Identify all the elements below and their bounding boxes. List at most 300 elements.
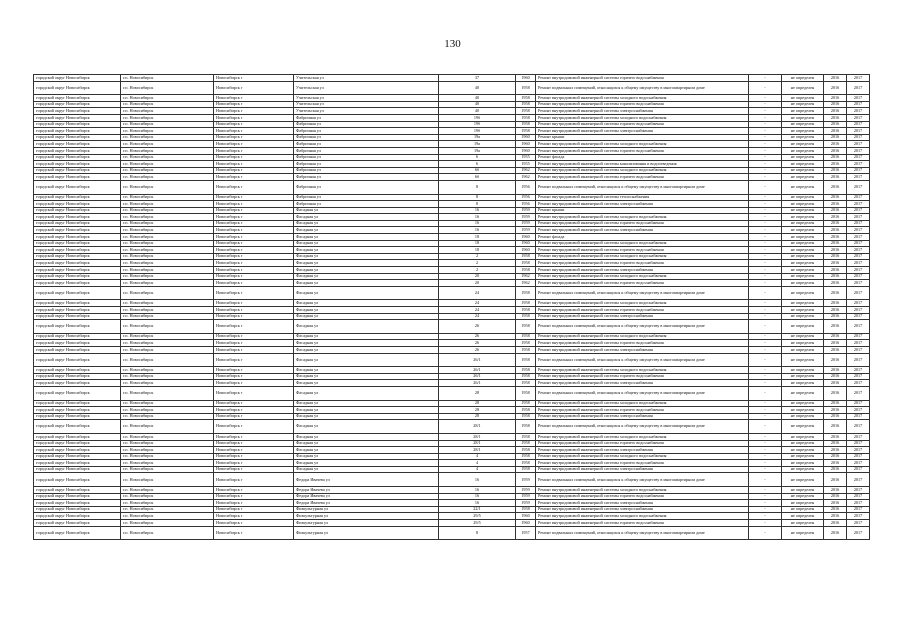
cost-cell: -	[749, 493, 782, 500]
district-cell: городской округ Новосибирск	[34, 194, 121, 201]
locality-cell: Новосибирск г	[214, 267, 294, 274]
settlement-cell: г.п. Новосибирск	[121, 313, 214, 320]
district-cell: городской округ Новосибирск	[34, 313, 121, 320]
cost-status-cell: не определен	[782, 260, 824, 267]
end-year-cell: 2017	[847, 101, 870, 108]
settlement-cell: г.п. Новосибирск	[121, 447, 214, 454]
settlement-cell: г.п. Новосибирск	[121, 373, 214, 380]
settlement-cell: г.п. Новосибирск	[121, 333, 214, 340]
cost-status-cell: не определен	[782, 333, 824, 340]
build-year-cell: 1962	[516, 280, 536, 287]
cost-status-cell: не определен	[782, 373, 824, 380]
table-row	[34, 280, 870, 287]
settlement-cell: г.п. Новосибирск	[121, 413, 214, 420]
build-year-cell: 1960	[516, 240, 536, 247]
cost-status-cell: не определен	[782, 386, 824, 400]
district-cell: городской округ Новосибирск	[34, 260, 121, 267]
build-year-cell: 1958	[516, 400, 536, 407]
house-number-cell: 2	[439, 267, 516, 274]
start-year-cell: 2016	[824, 513, 847, 520]
district-cell: городской округ Новосибирск	[34, 280, 121, 287]
end-year-cell: 2017	[847, 128, 870, 135]
locality-cell: Новосибирск г	[214, 108, 294, 115]
end-year-cell: 2017	[847, 386, 870, 400]
table-row	[34, 493, 870, 500]
start-year-cell: 2016	[824, 307, 847, 314]
table-row	[34, 167, 870, 174]
district-cell: городской округ Новосибирск	[34, 121, 121, 128]
build-year-cell: 1958	[516, 506, 536, 513]
build-year-cell: 1958	[516, 95, 536, 102]
house-number-cell: 26/1	[439, 353, 516, 367]
cost-cell: -	[749, 95, 782, 102]
build-year-cell: 1959	[516, 220, 536, 227]
work-type-cell: Ремонт внутридомовой инженерной системы электроснабжения	[536, 466, 749, 473]
locality-cell: Новосибирск г	[214, 260, 294, 267]
locality-cell: Новосибирск г	[214, 346, 294, 353]
start-year-cell: 2016	[824, 320, 847, 334]
settlement-cell: г.п. Новосибирск	[121, 194, 214, 201]
district-cell: городской округ Новосибирск	[34, 154, 121, 161]
end-year-cell: 2017	[847, 81, 870, 95]
street-cell: Фабричная ул	[294, 161, 439, 168]
house-number-cell: 19а	[439, 134, 516, 141]
district-cell: городской округ Новосибирск	[34, 526, 121, 540]
street-cell: Фасадная ул	[294, 466, 439, 473]
street-cell: Федора Ивачева ул	[294, 473, 439, 487]
table-row	[34, 466, 870, 473]
start-year-cell: 2016	[824, 447, 847, 454]
settlement-cell: г.п. Новосибирск	[121, 280, 214, 287]
settlement-cell: г.п. Новосибирск	[121, 320, 214, 334]
house-number-cell: 24	[439, 307, 516, 314]
district-cell: городской округ Новосибирск	[34, 180, 121, 194]
end-year-cell: 2017	[847, 520, 870, 527]
district-cell: городской округ Новосибирск	[34, 340, 121, 347]
end-year-cell: 2017	[847, 420, 870, 434]
work-type-cell: Ремонт подвальных помещений, относящихся к общему имуществу в многоквартирном доме	[536, 320, 749, 334]
cost-status-cell: не определен	[782, 400, 824, 407]
cost-cell: -	[749, 386, 782, 400]
street-cell: Федора Ивачева ул	[294, 487, 439, 494]
street-cell: Учительская ул	[294, 75, 439, 82]
end-year-cell: 2017	[847, 506, 870, 513]
cost-status-cell: не определен	[782, 280, 824, 287]
table-row	[34, 453, 870, 460]
start-year-cell: 2016	[824, 101, 847, 108]
work-type-cell: Ремонт внутридомовой инженерной системы горячего водоснабжения	[536, 493, 749, 500]
work-type-cell: Ремонт внутридомовой инженерной системы горячего водоснабжения	[536, 101, 749, 108]
start-year-cell: 2016	[824, 154, 847, 161]
district-cell: городской округ Новосибирск	[34, 346, 121, 353]
cost-status-cell: не определен	[782, 440, 824, 447]
build-year-cell: 1962	[516, 174, 536, 181]
settlement-cell: г.п. Новосибирск	[121, 147, 214, 154]
table-row	[34, 234, 870, 241]
start-year-cell: 2016	[824, 346, 847, 353]
settlement-cell: г.п. Новосибирск	[121, 240, 214, 247]
street-cell: Фасадная ул	[294, 373, 439, 380]
locality-cell: Новосибирск г	[214, 307, 294, 314]
locality-cell: Новосибирск г	[214, 380, 294, 387]
end-year-cell: 2017	[847, 227, 870, 234]
district-cell: городской округ Новосибирск	[34, 473, 121, 487]
district-cell: городской округ Новосибирск	[34, 466, 121, 473]
district-cell: городской округ Новосибирск	[34, 500, 121, 507]
start-year-cell: 2016	[824, 220, 847, 227]
district-cell: городской округ Новосибирск	[34, 101, 121, 108]
build-year-cell: 1958	[516, 307, 536, 314]
cost-status-cell: не определен	[782, 466, 824, 473]
work-type-cell: Ремонт внутридомовой инженерной системы холодного водоснабжения	[536, 95, 749, 102]
settlement-cell: г.п. Новосибирск	[121, 174, 214, 181]
cost-status-cell: не определен	[782, 520, 824, 527]
house-number-cell: 16	[439, 227, 516, 234]
end-year-cell: 2017	[847, 114, 870, 121]
build-year-cell: 1960	[516, 75, 536, 82]
end-year-cell: 2017	[847, 147, 870, 154]
start-year-cell: 2016	[824, 386, 847, 400]
locality-cell: Новосибирск г	[214, 101, 294, 108]
settlement-cell: г.п. Новосибирск	[121, 380, 214, 387]
locality-cell: Новосибирск г	[214, 286, 294, 300]
end-year-cell: 2017	[847, 240, 870, 247]
start-year-cell: 2016	[824, 373, 847, 380]
work-type-cell: Ремонт внутридомовой инженерной системы горячего водоснабжения	[536, 520, 749, 527]
build-year-cell: 1958	[516, 373, 536, 380]
cost-cell: -	[749, 194, 782, 201]
locality-cell: Новосибирск г	[214, 227, 294, 234]
table-row	[34, 300, 870, 307]
cost-status-cell: не определен	[782, 340, 824, 347]
table-row	[34, 500, 870, 507]
start-year-cell: 2016	[824, 167, 847, 174]
work-type-cell: Ремонт внутридомовой инженерной системы горячего водоснабжения	[536, 75, 749, 82]
house-number-cell: 37	[439, 75, 516, 82]
build-year-cell: 1960	[516, 247, 536, 254]
house-number-cell: 2	[439, 253, 516, 260]
start-year-cell: 2016	[824, 420, 847, 434]
build-year-cell: 1958	[516, 300, 536, 307]
table-row	[34, 273, 870, 280]
district-cell: городской округ Новосибирск	[34, 81, 121, 95]
settlement-cell: г.п. Новосибирск	[121, 273, 214, 280]
cost-cell: -	[749, 340, 782, 347]
cost-status-cell: не определен	[782, 453, 824, 460]
cost-cell: -	[749, 433, 782, 440]
start-year-cell: 2016	[824, 240, 847, 247]
end-year-cell: 2017	[847, 440, 870, 447]
locality-cell: Новосибирск г	[214, 373, 294, 380]
house-number-cell: 16	[439, 500, 516, 507]
street-cell: Фасадная ул	[294, 227, 439, 234]
cost-status-cell: не определен	[782, 320, 824, 334]
street-cell: Фасадная ул	[294, 234, 439, 241]
build-year-cell: 1960	[516, 234, 536, 241]
end-year-cell: 2017	[847, 194, 870, 201]
start-year-cell: 2016	[824, 207, 847, 214]
district-cell: городской округ Новосибирск	[34, 273, 121, 280]
street-cell: Фабричная ул	[294, 180, 439, 194]
settlement-cell: г.п. Новосибирск	[121, 141, 214, 148]
settlement-cell: г.п. Новосибирск	[121, 526, 214, 540]
district-cell: городской округ Новосибирск	[34, 413, 121, 420]
table-row	[34, 227, 870, 234]
start-year-cell: 2016	[824, 174, 847, 181]
house-number-cell: 28/1	[439, 433, 516, 440]
build-year-cell: 1958	[516, 286, 536, 300]
start-year-cell: 2016	[824, 194, 847, 201]
settlement-cell: г.п. Новосибирск	[121, 513, 214, 520]
table-row	[34, 487, 870, 494]
end-year-cell: 2017	[847, 201, 870, 208]
cost-cell: -	[749, 380, 782, 387]
cost-cell: -	[749, 121, 782, 128]
start-year-cell: 2016	[824, 506, 847, 513]
district-cell: городской округ Новосибирск	[34, 147, 121, 154]
cost-cell: -	[749, 400, 782, 407]
street-cell: Физкультурная ул	[294, 526, 439, 540]
work-type-cell: Ремонт внутридомовой инженерной системы горячего водоснабжения	[536, 121, 749, 128]
build-year-cell: 1958	[516, 267, 536, 274]
work-type-cell: Ремонт внутридомовой инженерной системы холодного водоснабжения	[536, 367, 749, 374]
table-row	[34, 520, 870, 527]
street-cell: Фасадная ул	[294, 333, 439, 340]
street-cell: Фасадная ул	[294, 260, 439, 267]
locality-cell: Новосибирск г	[214, 300, 294, 307]
district-cell: городской округ Новосибирск	[34, 247, 121, 254]
district-cell: городской округ Новосибирск	[34, 234, 121, 241]
house-number-cell: 4	[439, 453, 516, 460]
locality-cell: Новосибирск г	[214, 353, 294, 367]
work-type-cell: Ремонт внутридомовой инженерной системы горячего водоснабжения	[536, 220, 749, 227]
cost-cell: -	[749, 207, 782, 214]
locality-cell: Новосибирск г	[214, 214, 294, 221]
district-cell: городской округ Новосибирск	[34, 440, 121, 447]
end-year-cell: 2017	[847, 353, 870, 367]
cost-status-cell: не определен	[782, 513, 824, 520]
locality-cell: Новосибирск г	[214, 201, 294, 208]
street-cell: Учительская ул	[294, 101, 439, 108]
start-year-cell: 2016	[824, 227, 847, 234]
table-row	[34, 81, 870, 95]
house-number-cell: 24	[439, 313, 516, 320]
locality-cell: Новосибирск г	[214, 367, 294, 374]
cost-cell: -	[749, 167, 782, 174]
build-year-cell: 1959	[516, 207, 536, 214]
settlement-cell: г.п. Новосибирск	[121, 440, 214, 447]
cost-cell: -	[749, 128, 782, 135]
locality-cell: Новосибирск г	[214, 400, 294, 407]
cost-status-cell: не определен	[782, 447, 824, 454]
cost-cell: -	[749, 134, 782, 141]
street-cell: Учительская ул	[294, 108, 439, 115]
table-row	[34, 267, 870, 274]
street-cell: Фасадная ул	[294, 280, 439, 287]
table-row	[34, 141, 870, 148]
end-year-cell: 2017	[847, 280, 870, 287]
street-cell: Фабричная ул	[294, 174, 439, 181]
build-year-cell: 1958	[516, 114, 536, 121]
locality-cell: Новосибирск г	[214, 493, 294, 500]
work-type-cell: Ремонт внутридомовой инженерной системы электроснабжения	[536, 346, 749, 353]
settlement-cell: г.п. Новосибирск	[121, 487, 214, 494]
cost-status-cell: не определен	[782, 220, 824, 227]
cost-cell: -	[749, 147, 782, 154]
table-row	[34, 440, 870, 447]
settlement-cell: г.п. Новосибирск	[121, 134, 214, 141]
table-row	[34, 75, 870, 82]
table-row	[34, 313, 870, 320]
cost-cell: -	[749, 101, 782, 108]
district-cell: городской округ Новосибирск	[34, 201, 121, 208]
build-year-cell: 1958	[516, 333, 536, 340]
house-number-cell: 6б	[439, 167, 516, 174]
locality-cell: Новосибирск г	[214, 220, 294, 227]
house-number-cell: 29/5	[439, 520, 516, 527]
cost-status-cell: не определен	[782, 500, 824, 507]
cost-cell: -	[749, 407, 782, 414]
start-year-cell: 2016	[824, 493, 847, 500]
build-year-cell: 1958	[516, 466, 536, 473]
work-type-cell: Ремонт подвальных помещений, относящихся к общему имуществу в многоквартирном доме	[536, 420, 749, 434]
work-type-cell: Ремонт внутридомовой инженерной системы электроснабжения	[536, 380, 749, 387]
work-type-cell: Ремонт внутридомовой инженерной системы горячего водоснабжения	[536, 440, 749, 447]
settlement-cell: г.п. Новосибирск	[121, 466, 214, 473]
end-year-cell: 2017	[847, 247, 870, 254]
house-number-cell: 19б	[439, 128, 516, 135]
work-type-cell: Ремонт внутридомовой инженерной системы электроснабжения	[536, 201, 749, 208]
table-row	[34, 460, 870, 467]
start-year-cell: 2016	[824, 280, 847, 287]
start-year-cell: 2016	[824, 247, 847, 254]
cost-status-cell: не определен	[782, 286, 824, 300]
district-cell: городской округ Новосибирск	[34, 214, 121, 221]
table-row	[34, 114, 870, 121]
district-cell: городской округ Новосибирск	[34, 95, 121, 102]
start-year-cell: 2016	[824, 433, 847, 440]
district-cell: городской округ Новосибирск	[34, 386, 121, 400]
house-number-cell: 28/1	[439, 440, 516, 447]
start-year-cell: 2016	[824, 413, 847, 420]
build-year-cell: 1956	[516, 180, 536, 194]
cost-status-cell: не определен	[782, 214, 824, 221]
end-year-cell: 2017	[847, 453, 870, 460]
table-row	[34, 407, 870, 414]
district-cell: городской округ Новосибирск	[34, 493, 121, 500]
street-cell: Фабричная ул	[294, 114, 439, 121]
build-year-cell: 1958	[516, 447, 536, 454]
end-year-cell: 2017	[847, 108, 870, 115]
work-type-cell: Ремонт подвальных помещений, относящихся к общему имуществу в многоквартирном доме	[536, 386, 749, 400]
start-year-cell: 2016	[824, 473, 847, 487]
street-cell: Фабричная ул	[294, 167, 439, 174]
house-number-cell: 28	[439, 400, 516, 407]
cost-cell: -	[749, 513, 782, 520]
street-cell: Физкультурная ул	[294, 506, 439, 513]
locality-cell: Новосибирск г	[214, 234, 294, 241]
settlement-cell: г.п. Новосибирск	[121, 420, 214, 434]
locality-cell: Новосибирск г	[214, 506, 294, 513]
build-year-cell: 1958	[516, 81, 536, 95]
work-type-cell: Ремонт подвальных помещений, относящихся к общему имуществу в многоквартирном доме	[536, 180, 749, 194]
work-type-cell: Ремонт внутридомовой инженерной системы холодного водоснабжения	[536, 214, 749, 221]
district-cell: городской округ Новосибирск	[34, 320, 121, 334]
build-year-cell: 1959	[516, 493, 536, 500]
locality-cell: Новосибирск г	[214, 460, 294, 467]
end-year-cell: 2017	[847, 320, 870, 334]
cost-cell: -	[749, 520, 782, 527]
locality-cell: Новосибирск г	[214, 180, 294, 194]
cost-status-cell: не определен	[782, 273, 824, 280]
build-year-cell: 1958	[516, 460, 536, 467]
cost-status-cell: не определен	[782, 147, 824, 154]
end-year-cell: 2017	[847, 447, 870, 454]
start-year-cell: 2016	[824, 147, 847, 154]
end-year-cell: 2017	[847, 513, 870, 520]
cost-cell: -	[749, 267, 782, 274]
end-year-cell: 2017	[847, 260, 870, 267]
build-year-cell: 1958	[516, 367, 536, 374]
cost-cell: -	[749, 220, 782, 227]
house-number-cell: 16	[439, 493, 516, 500]
start-year-cell: 2016	[824, 353, 847, 367]
work-type-cell: Ремонт внутридомовой инженерной системы холодного водоснабжения	[536, 433, 749, 440]
work-type-cell: Ремонт внутридомовой инженерной системы электроснабжения	[536, 227, 749, 234]
house-number-cell: 16	[439, 214, 516, 221]
cost-cell: -	[749, 526, 782, 540]
build-year-cell: 1958	[516, 121, 536, 128]
house-number-cell: 24	[439, 286, 516, 300]
table-row	[34, 433, 870, 440]
work-type-cell: Ремонт подвальных помещений, относящихся к общему имуществу в многоквартирном доме	[536, 81, 749, 95]
cost-cell: -	[749, 307, 782, 314]
table-row	[34, 380, 870, 387]
end-year-cell: 2017	[847, 400, 870, 407]
table-row	[34, 447, 870, 454]
table-row	[34, 400, 870, 407]
house-number-cell: 2	[439, 260, 516, 267]
work-type-cell: Ремонт подвальных помещений, относящихся к общему имуществу в многоквартирном доме	[536, 353, 749, 367]
table-row	[34, 147, 870, 154]
locality-cell: Новосибирск г	[214, 240, 294, 247]
start-year-cell: 2016	[824, 75, 847, 82]
table-row	[34, 353, 870, 367]
table-row	[34, 373, 870, 380]
settlement-cell: г.п. Новосибирск	[121, 108, 214, 115]
locality-cell: Новосибирск г	[214, 340, 294, 347]
table-row	[34, 386, 870, 400]
settlement-cell: г.п. Новосибирск	[121, 367, 214, 374]
build-year-cell: 1956	[516, 194, 536, 201]
table-row	[34, 214, 870, 221]
start-year-cell: 2016	[824, 286, 847, 300]
cost-cell: -	[749, 234, 782, 241]
settlement-cell: г.п. Новосибирск	[121, 180, 214, 194]
street-cell: Фабричная ул	[294, 194, 439, 201]
end-year-cell: 2017	[847, 253, 870, 260]
settlement-cell: г.п. Новосибирск	[121, 400, 214, 407]
end-year-cell: 2017	[847, 380, 870, 387]
street-cell: Учительская ул	[294, 95, 439, 102]
district-cell: городской округ Новосибирск	[34, 333, 121, 340]
locality-cell: Новосибирск г	[214, 147, 294, 154]
work-type-cell: Ремонт внутридомовой инженерной системы холодного водоснабжения	[536, 513, 749, 520]
district-cell: городской округ Новосибирск	[34, 513, 121, 520]
settlement-cell: г.п. Новосибирск	[121, 460, 214, 467]
cost-status-cell: не определен	[782, 194, 824, 201]
work-type-cell: Ремонт внутридомовой инженерной системы холодного водоснабжения	[536, 114, 749, 121]
